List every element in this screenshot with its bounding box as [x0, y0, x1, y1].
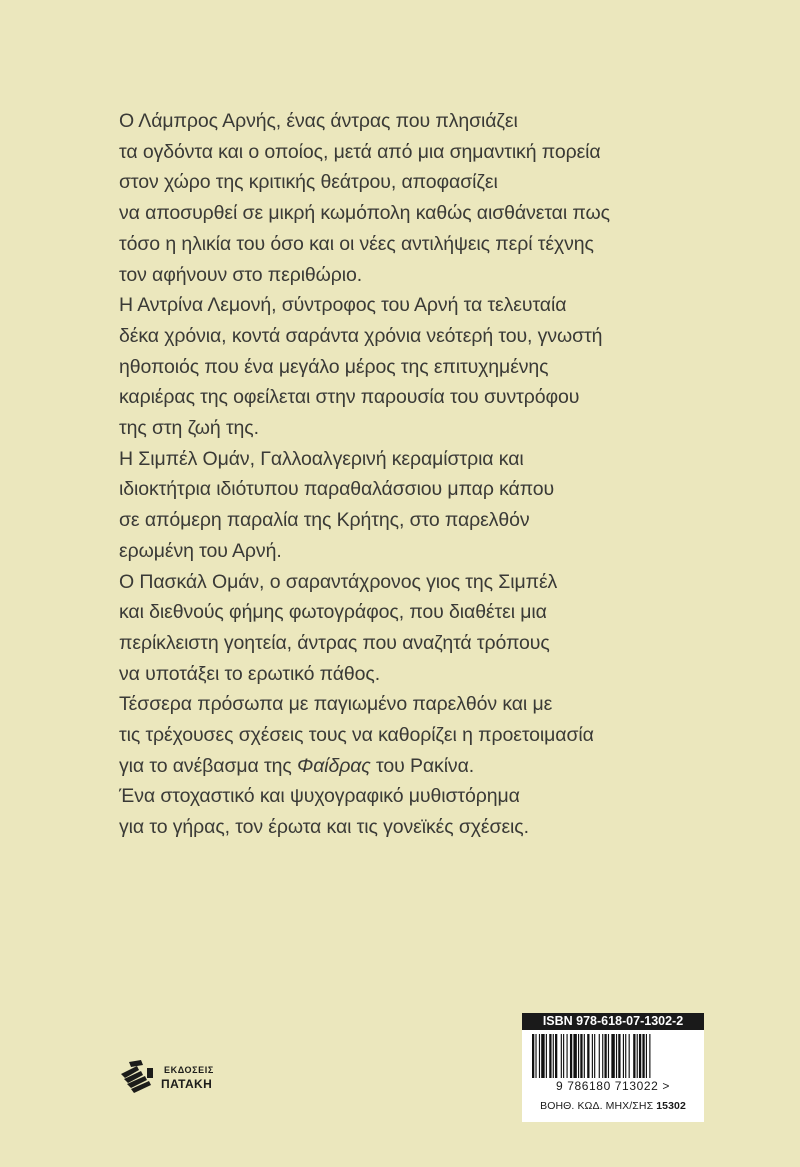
blurb-line: και διεθνούς φήμης φωτογράφος, που διαθέτει μια — [119, 601, 547, 624]
barcode-label — [522, 1013, 704, 1122]
blurb-line: τόσο η ηλικία του όσο και οι νέες αντιλήψεις περί τέχνης — [119, 232, 594, 255]
blurb-line: Ο Πασκάλ Ομάν, ο σαραντάχρονος γιος της Σιμπέλ — [119, 570, 558, 593]
blurb-line: ηθοποιός που ένα μεγάλο μέρος της επιτυχημένης — [119, 355, 549, 378]
blurb-line: ιδιοκτήτρια ιδιότυπου παραθαλάσσιου μπαρ κάπου — [119, 478, 555, 501]
blurb-line: Η Σιμπέλ Ομάν, Γαλλοαλγερινή κεραμίστρια και — [119, 447, 524, 470]
blurb-line: Ο Λάμπρος Αρνής, ένας άντρας που πλησιάζει — [119, 110, 518, 132]
blurb-line: τον αφήνουν στο περιθώριο. — [119, 263, 363, 286]
publisher-name-line2: ΠΑΤΑΚΗ — [161, 1077, 213, 1091]
blurb-line: περίκλειστη γοητεία, άντρας που αναζητά τρόπους — [119, 631, 550, 654]
blurb-line: να υποτάξει το ερωτικό πάθος. — [119, 662, 381, 685]
blurb-text-segment: για το ανέβασμα της — [119, 754, 297, 777]
blurb-line: δέκα χρόνια, κοντά σαράντα χρόνια νεότερή του, γνωστή — [119, 324, 603, 347]
publisher-logo-icon — [119, 1060, 157, 1094]
blurb-line: Ένα στοχαστικό και ψυχογραφικό μυθιστόρημα — [119, 785, 520, 808]
blurb-line: στον χώρο της κριτικής θεάτρου, αποφασίζει — [119, 171, 498, 194]
blurb-text-segment: του Ρακίνα. — [370, 754, 475, 777]
blurb-line: για το γήρας, τον έρωτα και τις γονεϊκές σχέσεις. — [119, 816, 529, 839]
barcode-digits: 9 786180 713022 > — [556, 1079, 670, 1093]
blurb-line: τα ογδόντα και ο οποίος, μετά από μια σημαντική πορεία — [119, 140, 601, 163]
blurb-line: σε απόμερη παραλία της Κρήτης, στο παρελθόν — [119, 509, 530, 532]
blurb-text — [119, 106, 719, 843]
isbn-text: ISBN 978-618-07-1302-2 — [522, 1013, 704, 1030]
publisher-logo — [119, 1052, 229, 1102]
blurb-line: να αποσυρθεί σε μικρή κωμόπολη καθώς αισθάνεται πως — [119, 202, 610, 225]
blurb-line: καριέρας της οφείλεται στην παρουσία του συντρόφου — [119, 386, 580, 409]
blurb-line: της στη ζωή της. — [119, 417, 259, 440]
sales-code-value: 15302 — [656, 1100, 686, 1112]
blurb-line: τις τρέχουσες σχέσεις τους να καθορίζει η προετοιμασία — [119, 724, 594, 747]
barcode-icon — [530, 1034, 696, 1078]
sales-code — [522, 1100, 704, 1112]
play-title: Φαίδρας — [297, 754, 371, 777]
publisher-name-line1: ΕΚΔΟΣΕΙΣ — [164, 1065, 214, 1075]
blurb-line: Τέσσερα πρόσωπα με παγιωμένο παρελθόν και με — [119, 693, 553, 716]
sales-code-label: ΒΟΗΘ. ΚΩΔ. ΜΗΧ/ΣΗΣ — [540, 1100, 654, 1112]
blurb-line: Η Αντρίνα Λεμονή, σύντροφος του Αρνή τα τελευταία — [119, 294, 567, 317]
blurb-line-phaedra — [119, 751, 719, 782]
blurb-line: ερωμένη του Αρνή. — [119, 539, 282, 562]
